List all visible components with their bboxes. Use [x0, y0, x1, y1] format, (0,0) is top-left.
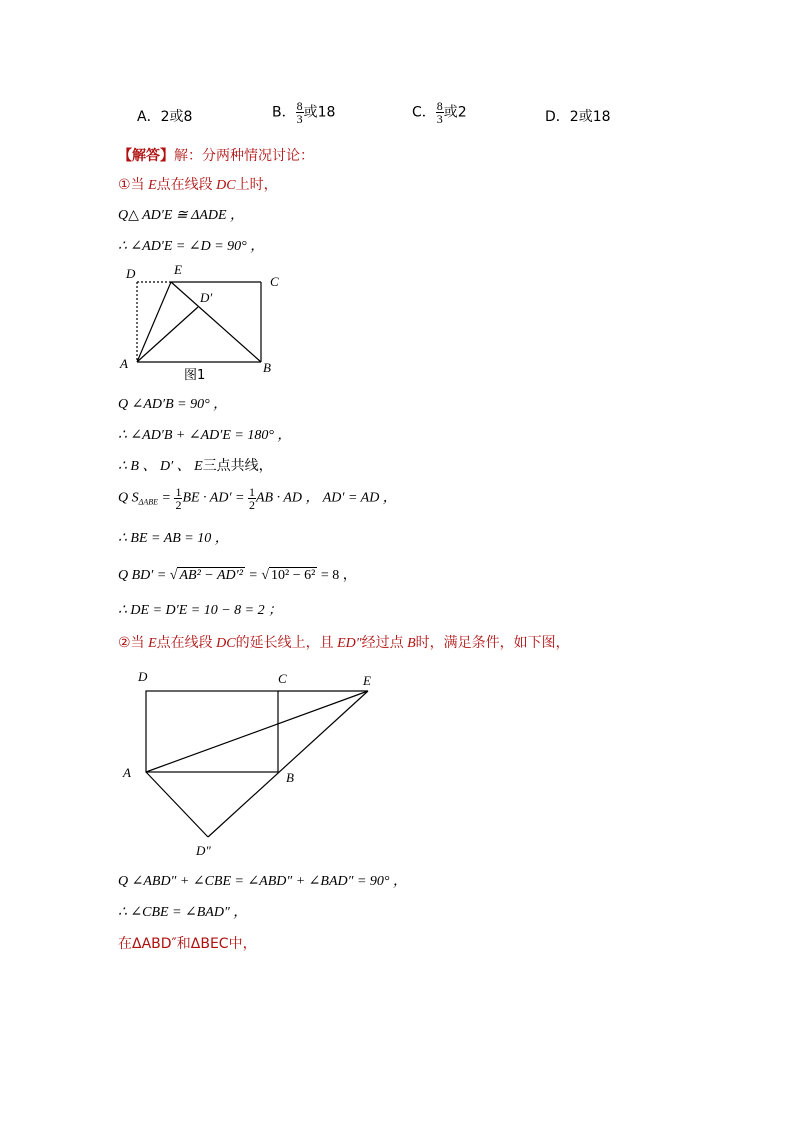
option-b-fraction — [296, 100, 304, 125]
case1-step-5-math: ∴ B 、 D′ 、 E — [118, 459, 203, 474]
option-a — [137, 108, 192, 127]
case1-step-6 — [118, 486, 397, 512]
fig2-label-a: A — [123, 765, 131, 780]
half-2-num: 1 — [248, 485, 255, 499]
case2-title-mid2: 的延长线上，且 — [235, 635, 334, 651]
case2-step-1: Q ∠ABD″ + ∠CBE = ∠ABD″ + ∠BAD″ = 90° ， — [118, 874, 407, 889]
fig2-label-d: D — [138, 669, 148, 684]
option-b-letter: B． — [272, 104, 296, 121]
half-1-den: 2 — [175, 498, 182, 512]
option-b-numerator: 8 — [296, 99, 303, 113]
option-c-denominator: 3 — [436, 112, 443, 126]
option-c-fraction — [436, 100, 444, 125]
case1-title-var2: DC — [216, 178, 236, 193]
half-2-den: 2 — [248, 498, 255, 512]
case1-step-7: ∴ BE = AB = 10 ， — [118, 531, 229, 546]
answer-heading — [118, 147, 314, 166]
answer-tag: 【解答】 — [118, 148, 174, 164]
case1-step-6-half-2 — [248, 486, 256, 511]
case2-title — [118, 634, 570, 653]
option-b — [272, 100, 335, 125]
fig2-segment-adpp — [146, 772, 208, 837]
case1-step-8 — [118, 567, 357, 585]
case1-step-6-eq: = — [157, 490, 175, 506]
case1-step-5 — [118, 457, 273, 476]
fig1-segment-eb — [171, 282, 261, 362]
case1-step-3: Q ∠AD′B = 90° ， — [118, 397, 228, 412]
figure-2 — [118, 665, 388, 865]
fig1-segment-ae — [137, 282, 171, 362]
half-1-num: 1 — [175, 485, 182, 499]
case2-step-2: ∴ ∠CBE = ∠BAD″ ， — [118, 905, 248, 920]
fig1-label-a: A — [120, 356, 128, 371]
case1-step-4: ∴ ∠AD′B + ∠AD′E = 180° ， — [118, 428, 292, 443]
case1-step-6-mid1: BE · AD′ = — [182, 490, 248, 506]
case1-step-8-root1: AB² − AD′² — [179, 568, 243, 583]
sqrt-symbol-1: √ — [169, 568, 178, 583]
case2-title-pre: ②当 — [118, 635, 145, 651]
fig1-label-c: C — [270, 274, 279, 289]
case1-step-1: Q△ AD′E ≅ ΔADE ， — [118, 208, 245, 223]
option-c-numerator: 8 — [436, 99, 443, 113]
case1-step-2: ∴ ∠AD′E = ∠D = 90° ， — [118, 239, 265, 254]
case1-step-6-mid2: AB · AD ， AD′ = AD ， — [255, 490, 397, 506]
fig1-label-dprime: D′ — [200, 290, 213, 305]
answer-text: 解：分两种情况讨论： — [174, 148, 314, 164]
case1-step-5-text: 三点共线， — [202, 458, 273, 474]
option-d-letter: D． — [545, 109, 570, 125]
fig2-segment-ae — [146, 691, 368, 772]
case1-title-mid: 点在线段 — [156, 177, 213, 193]
fig1-caption: 图1 — [184, 368, 206, 382]
sqrt-symbol-2: √ — [261, 568, 270, 583]
case2-title-var: E — [148, 636, 157, 651]
case2-step-3: 在ΔABD″和ΔBEC中， — [118, 936, 257, 952]
fig1-label-b: B — [263, 360, 271, 375]
fig1-segment-adp — [137, 307, 198, 362]
option-a-letter: A． — [137, 109, 161, 125]
case1-title — [118, 176, 278, 195]
case2-title-var2: DC — [216, 636, 236, 651]
option-d — [545, 108, 611, 127]
case1-step-6-pre: Q S — [118, 490, 139, 506]
option-c — [412, 100, 467, 125]
option-b-text: 或18 — [303, 104, 336, 121]
option-d-text: 2或18 — [569, 109, 611, 125]
case2-title-mid3: 经过点 — [361, 635, 404, 651]
case1-step-8-root2: 10² − 6² — [271, 568, 316, 583]
case1-step-8-mid: = — [244, 568, 262, 583]
case1-step-6-sub: ΔABE — [138, 497, 158, 507]
option-b-denominator: 3 — [296, 112, 303, 126]
fig1-label-e: E — [174, 262, 182, 277]
case2-title-var3: ED″ — [337, 636, 362, 651]
case2-title-end: 时，满足条件，如下图， — [415, 635, 570, 651]
fig2-label-b: B — [286, 770, 294, 785]
case1-step-8-end: = 8 ， — [317, 568, 357, 583]
fig2-segment-dppe — [208, 691, 368, 837]
fig2-label-c: C — [278, 671, 287, 686]
case2-title-mid: 点在线段 — [156, 635, 213, 651]
case1-step-9: ∴ DE = D′E = 10 − 8 = 2 ； — [118, 603, 283, 618]
option-a-text: 2或8 — [160, 109, 193, 125]
option-c-letter: C． — [412, 104, 436, 121]
fig1-label-d: D — [126, 266, 136, 281]
case1-title-var: E — [148, 178, 157, 193]
case1-title-end: 上时， — [235, 177, 278, 193]
case2-title-var4: B — [407, 636, 416, 651]
figure-1 — [118, 262, 298, 382]
option-c-text: 或2 — [443, 104, 467, 121]
case1-step-8-pre: Q BD′ = — [118, 568, 170, 583]
case1-title-pre: ①当 — [118, 177, 145, 193]
fig2-label-dpp: D″ — [196, 843, 211, 858]
fig2-label-e: E — [363, 673, 371, 688]
